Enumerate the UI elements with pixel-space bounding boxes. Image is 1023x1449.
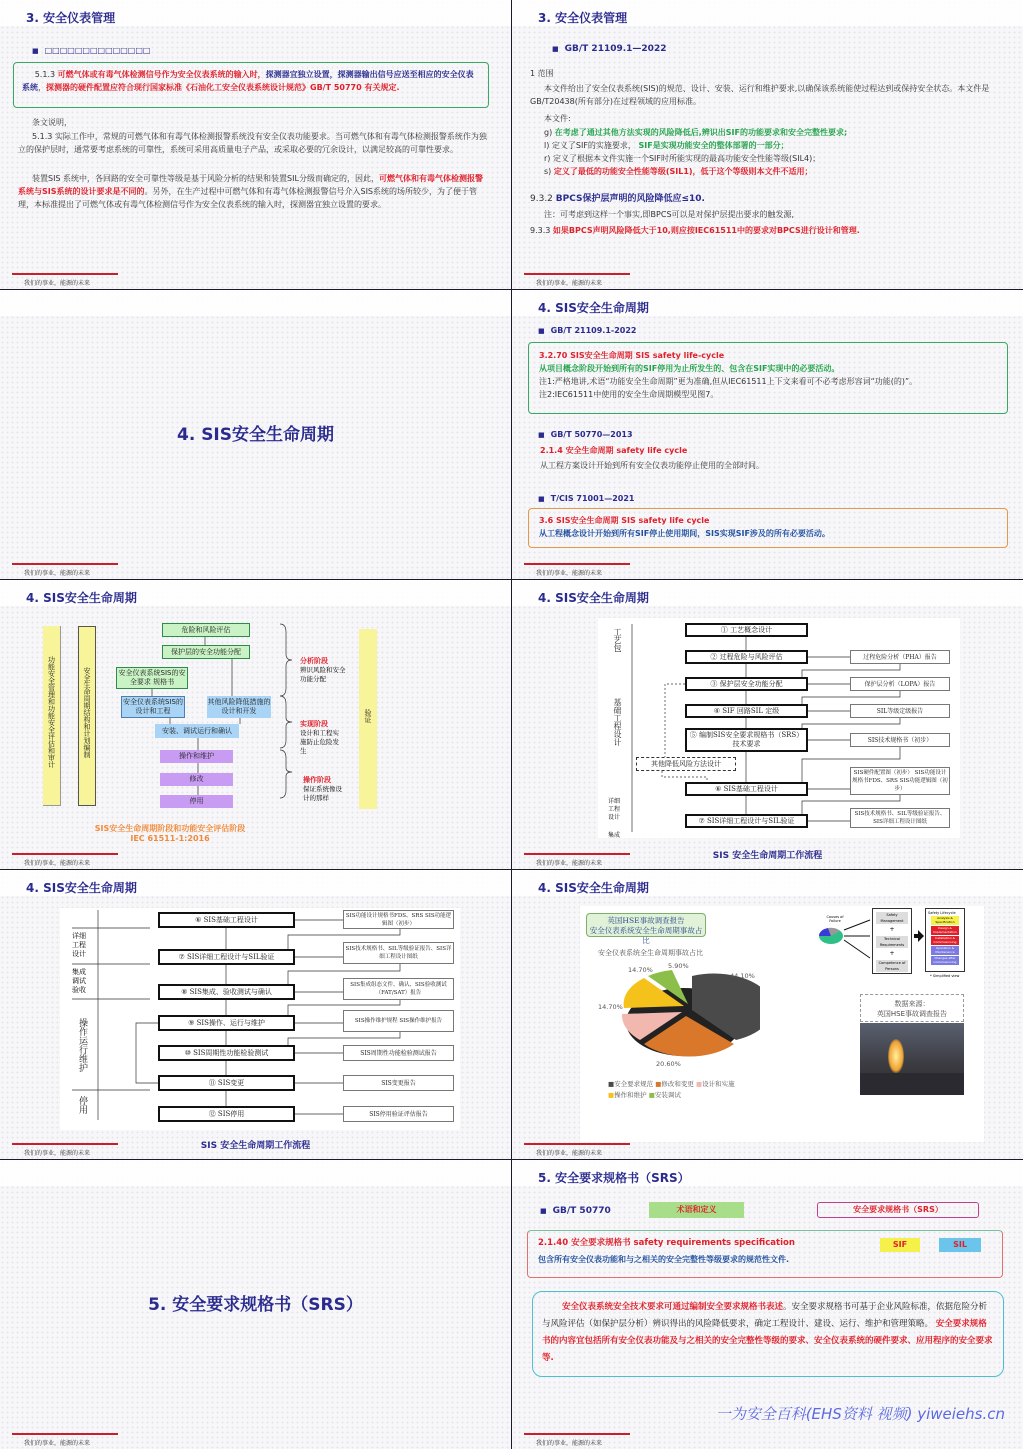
paragraph-1: 5.1.3 实际工作中，常规的可燃气体和有毒气体检测报警系统没有安全仪表功能要求。当可燃气体和有毒气体检测报警系统作为独立的保护层时，通常要考虑系统的可靠性，系统可采用高质量电子产品，或采取必要的冗余设计，以满足较高的可靠性要求。 bbox=[18, 132, 487, 154]
mini-pie bbox=[818, 926, 844, 946]
stage-label: 集成 bbox=[608, 832, 621, 839]
footer-line bbox=[12, 1143, 118, 1145]
mini-note: * Simplified view bbox=[930, 974, 960, 978]
def-title: 3.6 SIS安全生命周期 SIS safety life cycle bbox=[539, 516, 710, 525]
legend-label: 操作和维护 bbox=[614, 1091, 647, 1099]
mini-item: Competence of Persons bbox=[876, 960, 908, 972]
box-srs: 安全仪表系统SIS的安全要求 规格书 bbox=[116, 667, 188, 689]
output-6: SIS技术规格书、SIL等级验证报告、SIS详细工程设计图纸 bbox=[850, 808, 950, 828]
tag-terms: 术语和定义 bbox=[649, 1202, 744, 1218]
tag-sif: SIF bbox=[880, 1238, 920, 1252]
srs-description-box bbox=[532, 1291, 1004, 1377]
footer-text: 我们的事业，能源的未来 bbox=[536, 1440, 603, 1447]
section-title: 4. SIS安全生命周期 bbox=[176, 425, 335, 445]
box-modification: 修改 bbox=[160, 773, 233, 786]
srs-paragraph bbox=[542, 1299, 994, 1367]
legend-label: 安装调试 bbox=[654, 1091, 681, 1099]
bullet-standard-1: ■ GB/T 21109.1-2022 bbox=[538, 326, 636, 335]
para2-b: 。另外，在生产过程中可燃气体和有毒气体检测报警信号介入SIS系统的场所较少，为了便于管理，本标准提出了可燃气体或有毒气体检测信号作为安全仪表系统的输入时，探测器宜独立设置的要求。 bbox=[18, 187, 478, 209]
footer-text: 我们的事业，能源的未来 bbox=[536, 860, 603, 867]
output-2: 保护层分析（LOPA）报告 bbox=[850, 677, 950, 691]
stage-label: 详细工程设计 bbox=[608, 798, 621, 821]
banner-line-2: 安全仪表系统安全生命周期事故占比 bbox=[589, 926, 703, 945]
output-10: SIS周期性功能检验测试报告 bbox=[343, 1045, 454, 1061]
def-note-2: 注2:IEC61511中使用的安全生命周期模型见图7。 bbox=[539, 390, 719, 399]
slide-title: 3. 安全仪表管理 bbox=[538, 11, 628, 25]
def-title: 2.1.40 安全要求规格书 safety requirements specification bbox=[538, 1238, 795, 1248]
list-item bbox=[544, 152, 1014, 165]
bullet-heading: ■ □□□□□□□□□□□□□□ bbox=[32, 46, 150, 55]
footer-text: 我们的事业，能源的未来 bbox=[24, 1440, 91, 1447]
mini-lc-item: Operation & Maintenance bbox=[931, 946, 959, 955]
footer-text: 我们的事业，能源的未来 bbox=[24, 570, 91, 577]
item-key: r) bbox=[544, 154, 551, 163]
footer-text: 我们的事业，能源的未来 bbox=[536, 570, 603, 577]
footer-text: 我们的事业，能源的未来 bbox=[536, 280, 603, 287]
stage-label: 集成调试验收 bbox=[72, 968, 86, 994]
slide-title: 5. 安全要求规格书（SRS） bbox=[538, 1171, 690, 1185]
def-title: 3.2.70 SIS安全生命周期 SIS safety life-cycle bbox=[539, 351, 725, 360]
p-red-2: 安全要求规格书的内容宜包括所有安全仪表功能及与之相关的安全完整性等级的要求、安全仪表系统的硬件要求、应用程序的安全要求等. bbox=[542, 1319, 993, 1363]
box-install: 安装、调试运行和确认 bbox=[155, 724, 239, 738]
legend-label: 修改和变更 bbox=[661, 1080, 694, 1088]
step-7: ⑦ SIS详细工程设计与SIL验证 bbox=[685, 814, 808, 828]
slide-section-5[interactable] bbox=[0, 1160, 511, 1449]
clause-red-2: 探测器的硬件配置应符合现行国家标准《石油化工安全仪表系统设计规范》GB/T 50770 有关规定. bbox=[46, 83, 400, 92]
list-item bbox=[544, 165, 1014, 178]
p-red-1: 安全仪表系统安全技术要求可通过编制安全要求规格书表述 bbox=[562, 1302, 784, 1312]
mini-item: Technical Requirements bbox=[876, 936, 908, 948]
step-11: ⑪ SIS变更 bbox=[158, 1075, 295, 1091]
tag-sil: SIL bbox=[939, 1238, 981, 1252]
def2-title: 2.1.4 安全生命周期 safety life cycle bbox=[540, 446, 688, 455]
footer-line bbox=[524, 563, 630, 565]
box-operation: 操作和维护 bbox=[160, 750, 233, 763]
workflow-connectors bbox=[512, 580, 1023, 869]
mini-lc-item: Design & Implementation bbox=[931, 926, 959, 935]
slide-5-srs[interactable] bbox=[512, 1160, 1023, 1449]
mini-lc-item: Changes after Commissioning bbox=[931, 956, 959, 965]
slide-3-safety-instrument-b[interactable] bbox=[512, 0, 1023, 289]
box-allocation: 保护层的安全功能分配 bbox=[162, 645, 250, 659]
phase-desc: 设计和工程实施防止危险发生 bbox=[300, 729, 339, 755]
stage-label: 详细工程设计 bbox=[72, 932, 86, 958]
num: 9.3.3 bbox=[530, 226, 551, 235]
footer-line bbox=[524, 853, 630, 855]
fire-photo bbox=[860, 1023, 964, 1095]
phase-implementation bbox=[300, 719, 344, 756]
item-key: s) bbox=[544, 167, 552, 176]
pie-label-2: 20.60% bbox=[656, 1060, 681, 1068]
num: 9.3.2 bbox=[530, 194, 553, 204]
source-label: 数据来源： bbox=[894, 1000, 930, 1008]
clause-933 bbox=[530, 224, 860, 237]
mini-arrows bbox=[842, 910, 926, 970]
clause-932 bbox=[530, 193, 705, 206]
box-hazard: 危险和风险评估 bbox=[162, 623, 250, 637]
definition-box bbox=[527, 1230, 1003, 1278]
text: 如果BPCS声明风险降低大于10,则应按IEC61511中的要求对BPCS进行设计和管理. bbox=[552, 226, 860, 235]
footer-text: 我们的事业，能源的未来 bbox=[24, 280, 91, 287]
output-4: SIS技术规格书（初步） bbox=[850, 733, 950, 747]
slide-3-safety-instrument-a[interactable] bbox=[0, 0, 511, 289]
clause-blue: 探测器宜独立设置，探测器输出信号应送至相应的安全仪表系统 bbox=[22, 70, 474, 92]
def-text: 从项目概念阶段开始到所有的SIF停用为止所发生的、包含在SIF实现中的必要活动。 bbox=[539, 364, 840, 373]
phase-desc: 辨识风险和安全功能分配 bbox=[300, 666, 346, 683]
bar-label: 安全生命周期结构和计划编制 bbox=[83, 667, 91, 758]
clause-red-1: 可燃气体或有毒气体检测信号作为安全仪表系统的输入时， bbox=[57, 70, 266, 79]
step-6: ⑥ SIS基础工程设计 bbox=[158, 912, 295, 928]
box-sis-design: 安全仪表系统SIS的设计和工程 bbox=[121, 696, 185, 718]
def-note-1: 注1:严格地讲,术语“功能安全生命周期”更为准确,但从IEC61511上下文来看可不必考虑形容词“功能(的)”。 bbox=[539, 377, 918, 386]
clause-box bbox=[13, 62, 489, 108]
slide-title: 4. SIS安全生命周期 bbox=[538, 301, 649, 315]
bullet-standard: ■ GB/T 50770 bbox=[540, 1206, 611, 1216]
def-text: 包含所有安全仪表功能和与之相关的安全完整性等级要求的规范性文件. bbox=[538, 1255, 790, 1264]
bar-label: 验证 bbox=[364, 709, 372, 723]
slide-4-lifecycle-diagram[interactable] bbox=[0, 580, 511, 869]
other-method-box: 其他降低风险方法设计 bbox=[636, 757, 736, 771]
phase-desc: 保证系统像设计的那样 bbox=[303, 785, 342, 802]
footer-line bbox=[524, 1143, 630, 1145]
phase-analysis bbox=[300, 656, 350, 684]
def-text: 从工程概念设计开始到所有SIF停止使用期间，SIS实现SIF涉及的所有必要活动。 bbox=[539, 529, 830, 538]
workflow-connectors bbox=[0, 870, 511, 1159]
mini-lc-item: Installation & Commissioning bbox=[931, 936, 959, 945]
item-key: g) bbox=[544, 128, 553, 137]
item-plain: 定义了根据本文件实施一个SIF时所能实现的最高功能安全性能等级(SIL4)； bbox=[552, 154, 821, 163]
output-11: SIS变更报告 bbox=[343, 1075, 454, 1091]
bullet-standard-3: ■ T/CIS 71001—2021 bbox=[538, 494, 635, 503]
box-other-measures: 其他风险降低措施的设计和开发 bbox=[207, 696, 271, 718]
footer-text: 我们的事业，能源的未来 bbox=[24, 1150, 91, 1157]
slide-section-4[interactable] bbox=[0, 290, 511, 579]
caption-1: SIS安全生命周期阶段和功能安全评估阶段 bbox=[94, 824, 246, 833]
step-1: ① 工艺概念设计 bbox=[685, 623, 808, 637]
text: BPCS保护层声明的风险降低应≤10. bbox=[555, 194, 705, 204]
item-hl: 在考虑了通过其他方法实现的风险降低后,辨识出SIF的功能要求和安全完整性要求; bbox=[554, 128, 848, 137]
step-5: ⑤ 编制SIS安全要求规格书（SRS）技术要求 bbox=[685, 728, 808, 752]
definition-box-3 bbox=[528, 508, 1008, 548]
p-plain: 。安全要求规格书可基于企业风险标准，依据危险分析与风险评估（如保护层分析）辨识得出的风险降低要求，确定工程设计、建设、运行、维护和管理策略。 bbox=[542, 1302, 988, 1329]
paragraph-2 bbox=[18, 172, 488, 211]
output-3: SIL等级定级报告 bbox=[850, 704, 950, 718]
section-title: 5. 安全要求规格书（SRS） bbox=[148, 1295, 363, 1315]
legend-swatch: ■ bbox=[655, 1080, 662, 1088]
output-8: SIS集成组态文件、确认、SIS验收测试（FAT/SAT）报告 bbox=[343, 978, 454, 1000]
slide-title: 4. SIS安全生命周期 bbox=[26, 591, 137, 605]
bullet-standard-2: ■ GB/T 50770—2013 bbox=[538, 430, 633, 439]
footer-line bbox=[524, 273, 630, 275]
list-item bbox=[544, 126, 1014, 139]
pie-label-1: 44.10% bbox=[730, 972, 755, 980]
banner-line-1: 英国HSE事故调查报告 bbox=[607, 916, 685, 925]
slide-4-hse-statistics[interactable] bbox=[512, 870, 1023, 1159]
mini-middle-panel: Safety Management + Technical Requirements + Competence of Persons bbox=[872, 908, 912, 974]
step-6: ⑥ SIS基础工程设计 bbox=[685, 782, 808, 796]
footer-text: 我们的事业，能源的未来 bbox=[24, 860, 91, 867]
scope-list bbox=[544, 126, 1014, 178]
slide-title: 4. SIS安全生命周期 bbox=[538, 591, 649, 605]
item-plain: 定义了SIF的实施要求， bbox=[551, 141, 636, 150]
item-hl: 定义了最低的功能安全性能等级(SIL1)，低于这个等级则本文件不适用； bbox=[553, 167, 813, 176]
mini-lc-item: Analysis & Specification bbox=[931, 916, 959, 925]
phase-operation bbox=[303, 775, 347, 803]
note-label: 条文说明， bbox=[32, 118, 72, 127]
source-text: 英国HSE事故调查报告 bbox=[876, 1010, 948, 1018]
slide-title: 3. 安全仪表管理 bbox=[26, 11, 116, 25]
output-1: 过程危险分析（PHA）报告 bbox=[850, 650, 950, 664]
step-10: ⑩ SIS周期性功能检验测试 bbox=[158, 1045, 295, 1061]
footer-line bbox=[12, 563, 118, 565]
list-item bbox=[544, 139, 1014, 152]
chart-title: 安全仪表系统全生命周期事故占比 bbox=[598, 949, 703, 957]
item-hl: SIF是实现功能安全的整体部署的一部分； bbox=[638, 141, 789, 150]
slide-4-definitions[interactable] bbox=[512, 290, 1023, 579]
legend-swatch: ■ bbox=[695, 1080, 703, 1088]
step-9: ⑨ SIS操作、运行与维护 bbox=[158, 1015, 295, 1031]
footer-text: 我们的事业，能源的未来 bbox=[536, 1150, 603, 1157]
step-3: ③ 保护层安全功能分配 bbox=[685, 677, 808, 691]
legend-swatch: ■ bbox=[648, 1091, 655, 1099]
phase-title: 分析阶段 bbox=[300, 657, 328, 665]
legend-label: 安全要求规范 bbox=[614, 1080, 654, 1088]
pie-legend bbox=[608, 1079, 808, 1101]
tag-srs: 安全要求规格书（SRS） bbox=[817, 1202, 979, 1218]
item-key: l) bbox=[544, 141, 550, 150]
pie-label-4: 14.70% bbox=[628, 966, 653, 974]
scope-text: 本文件给出了安全仪表系统(SIS)的规范、设计、安装、运行和维护要求,以确保该系统能使过程达到或保持安全状态。本文件是GB/T20438(所有部分)在过程领域的应用标准。 bbox=[530, 84, 990, 106]
note: 注：可考虑到这样一个事实,即BPCS可以是对保护层提出要求的触发源, bbox=[544, 210, 795, 219]
pie-label-5: 5.90% bbox=[668, 962, 689, 970]
pie-label-3: 14.70% bbox=[598, 1003, 623, 1011]
para2-red: 可燃气体和有毒气体检测报警系统与SIS系统的设计要求是不同的 bbox=[18, 174, 483, 196]
step-4: ④ SIF 回路SIL 定级 bbox=[685, 704, 808, 718]
output-12: SIS停用验证评估报告 bbox=[343, 1106, 454, 1122]
stage-label: 工艺包 bbox=[613, 628, 622, 652]
legend-label: 设计和实施 bbox=[702, 1080, 735, 1088]
step-7: ⑦ SIS详细工程设计与SIL验证 bbox=[158, 949, 295, 965]
para2-a: 装置SIS 系统中，各回路的安全可靠性等级是基于风险分析的结果和装置SIL分级而确定的，因此， bbox=[32, 174, 379, 183]
step-2: ② 过程危险与风险评估 bbox=[685, 650, 808, 664]
caption-2: IEC 61511-1:2016 bbox=[130, 834, 210, 843]
step-8: ⑧ SIS集成、验收测试与确认 bbox=[158, 984, 295, 1000]
definition-box-1 bbox=[528, 342, 1008, 414]
stage-label: 基础工程设计 bbox=[613, 698, 622, 746]
bar-label: 功能安全管理和功能安全评估和审计 bbox=[47, 656, 56, 768]
step-12: ⑫ SIS停用 bbox=[158, 1106, 295, 1122]
phase-title: 操作阶段 bbox=[303, 776, 331, 784]
hse-banner bbox=[586, 913, 706, 945]
box-decommission: 停用 bbox=[160, 795, 233, 808]
bullet-standard: ■ GB/T 21109.1—2022 bbox=[552, 44, 666, 54]
output-5: SIS硬件配置图（初步） SIS功能设计规格书FDS、SRS SIS功能逻辑图（初步） bbox=[850, 767, 950, 795]
slide-title: 4. SIS安全生命周期 bbox=[26, 881, 137, 895]
output-9: SIS操作维护规程 SIS操作维护报告 bbox=[343, 1010, 454, 1032]
footer-line bbox=[524, 1433, 630, 1435]
stage-label: 操作运行维护 bbox=[77, 1018, 87, 1072]
mini-item: Safety Management bbox=[876, 912, 908, 924]
slide-4-workflow-a[interactable] bbox=[512, 580, 1023, 869]
output-7: SIS技术规格书、SIL等级验证报告、SIS详细工程设计图纸 bbox=[343, 942, 454, 964]
stage-label: 停用 bbox=[77, 1096, 87, 1114]
mini-pie-label: Causes of Failure bbox=[826, 915, 844, 923]
this-doc: 本文件: bbox=[544, 114, 571, 123]
legend-swatch: ■ bbox=[608, 1080, 615, 1088]
workflow-caption: SIS 安全生命周期工作流程 bbox=[200, 1141, 311, 1151]
footer-line bbox=[12, 273, 118, 275]
data-source-box bbox=[860, 994, 964, 1022]
clause-num: 5.1.3 bbox=[34, 70, 56, 79]
footer-line bbox=[12, 1433, 118, 1435]
slide-4-workflow-b[interactable] bbox=[0, 870, 511, 1159]
diagram-caption bbox=[0, 823, 340, 843]
phase-title: 实现阶段 bbox=[300, 720, 328, 728]
watermark: 一为安全百科(EHS资料 视频) yiweiehs.cn bbox=[715, 1405, 1005, 1423]
legend-swatch: ■ bbox=[608, 1091, 615, 1099]
right-bar-verification bbox=[359, 629, 377, 809]
slide-title: 4. SIS安全生命周期 bbox=[538, 881, 649, 895]
output-6: SIS功能设计规格书FDS、SRS SIS功能逻辑图（初步） bbox=[343, 910, 454, 929]
workflow-caption: SIS 安全生命周期工作流程 bbox=[712, 851, 823, 861]
scope-heading: 1 范围 bbox=[530, 69, 554, 78]
mini-lc-title: Safety Lifecycle bbox=[928, 911, 956, 915]
sep: ， bbox=[38, 83, 46, 92]
mini-lifecycle-panel bbox=[925, 908, 965, 972]
footer-line bbox=[12, 853, 118, 855]
def2-text: 从工程方案设计开始到所有安全仪表功能停止使用的全部时间。 bbox=[540, 461, 764, 470]
